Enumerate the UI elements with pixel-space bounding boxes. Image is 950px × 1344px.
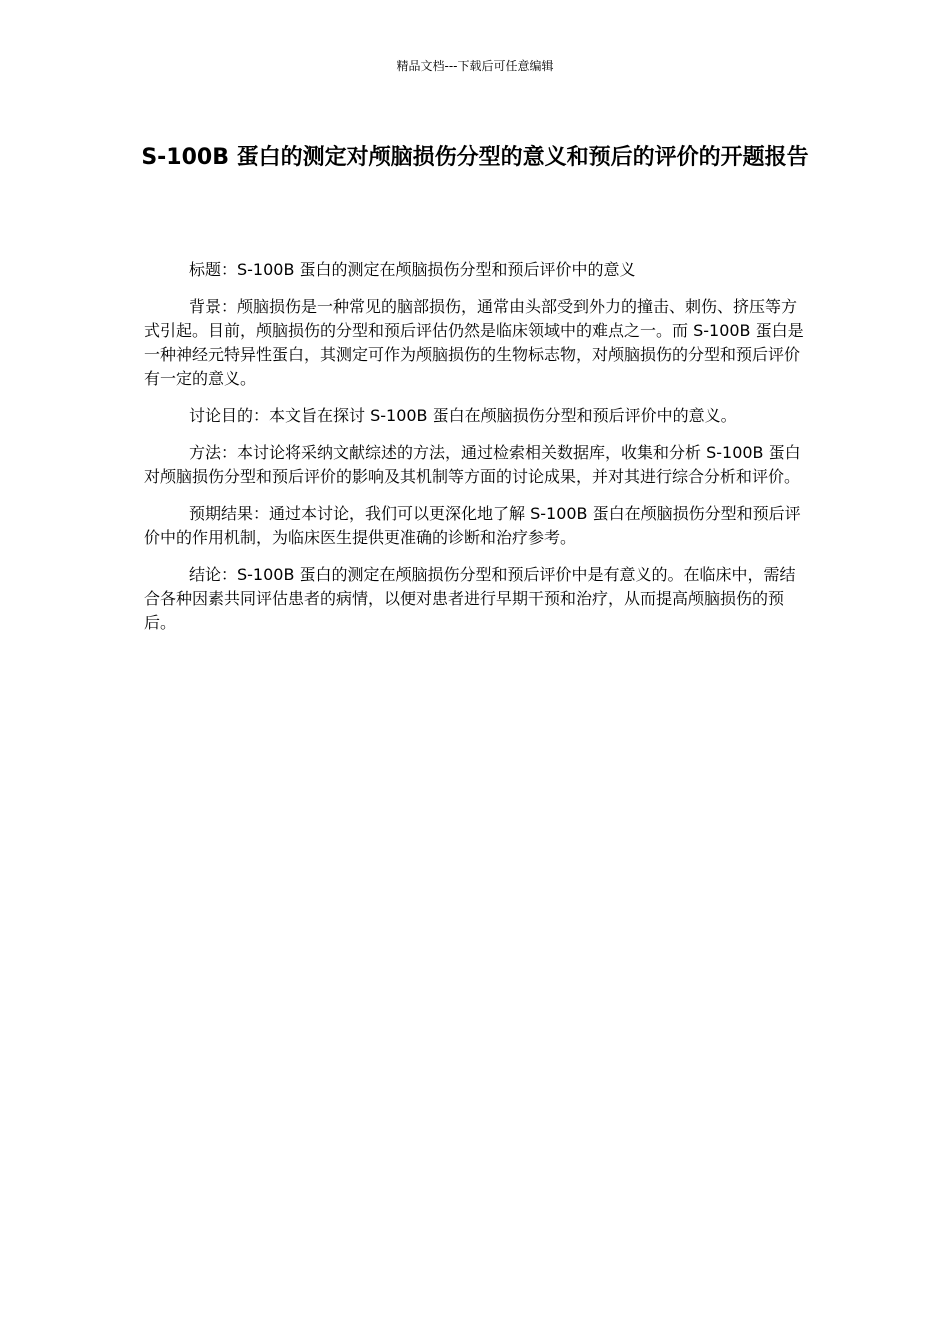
header-note: 精品文档---下载后可任意编辑 [396, 59, 554, 73]
paragraph-background: 背景：颅脑损伤是一种常见的脑部损伤，通常由头部受到外力的撞击、刺伤、挤压等方式引起。目前，颅脑损伤的分型和预后评估仍然是临床领域中的难点之一。而 S-100B 蛋白是一种神经元特异性蛋白，其测定可作为颅脑损伤的生物标志物，对颅脑损伤的分型和预后评价有一定的意义。 [144, 297, 804, 388]
paragraph-method: 方法：本讨论将采纳文献综述的方法，通过检索相关数据库，收集和分析 S-100B 蛋白对颅脑损伤分型和预后评价的影响及其机制等方面的讨论成果，并对其进行综合分析和评价。 [144, 443, 801, 486]
document-title: S-100B 蛋白的测定对颅脑损伤分型的意义和预后的评价的开题报告 [141, 145, 809, 170]
paragraph-topic: 标题：S-100B 蛋白的测定在颅脑损伤分型和预后评价中的意义 [189, 260, 636, 279]
document-body [144, 258, 808, 648]
paragraph-purpose: 讨论目的：本文旨在探讨 S-100B 蛋白在颅脑损伤分型和预后评价中的意义。 [189, 406, 737, 425]
paragraph-expected-results: 预期结果：通过本讨论，我们可以更深化地了解 S-100B 蛋白在颅脑损伤分型和预后评价中的作用机制，为临床医生提供更准确的诊断和治疗参考。 [144, 504, 801, 547]
paragraph-conclusion: 结论：S-100B 蛋白的测定在颅脑损伤分型和预后评价中是有意义的。在临床中，需结合各种因素共同评估患者的病情，以便对患者进行早期干预和治疗，从而提高颅脑损伤的预后。 [144, 565, 796, 632]
